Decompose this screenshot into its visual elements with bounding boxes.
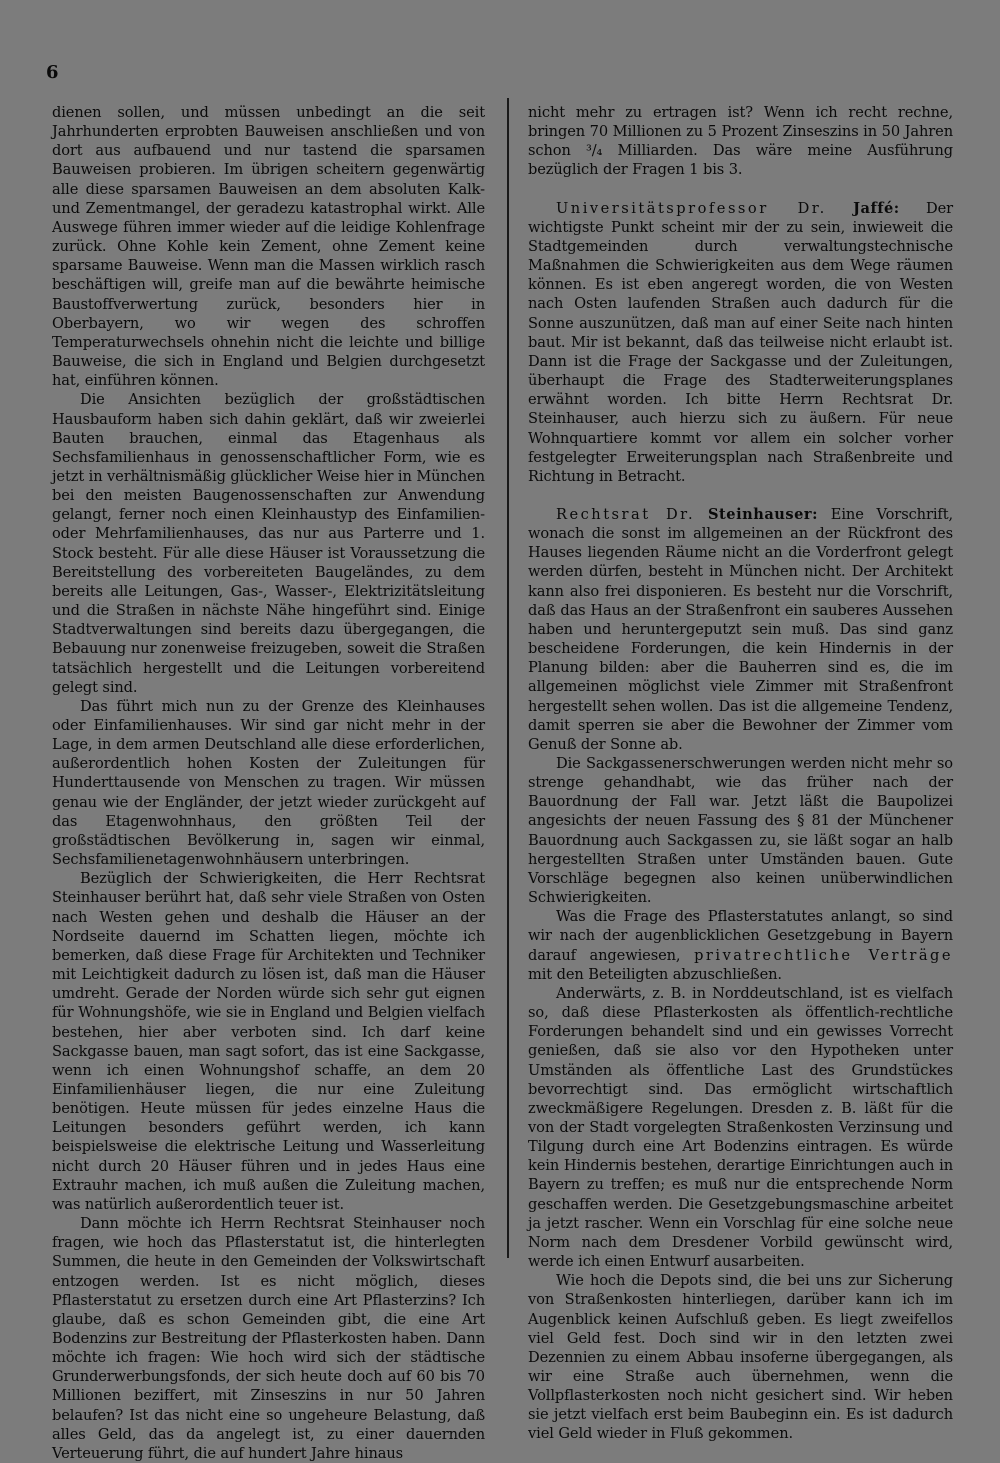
speech-steinhauser bbox=[528, 505, 953, 754]
speaker-title: Rechtsrat Dr. bbox=[556, 505, 696, 523]
left-column bbox=[52, 103, 485, 1463]
column-divider bbox=[507, 98, 509, 1258]
paragraph-text: Was die Frage des Pflasterstatutes anlangt, so sind wir nach der augenblicklichen Gesetzgebung in Bayern darauf angewiesen, bbox=[528, 908, 953, 964]
speech-text: Eine Vorschrift, wonach die sonst im allgemeinen an der Rückfront des Hauses liegenden Räume nicht an die Vorderfront gelegt werden dürfen, besteht in München nicht. Der Architekt kann also frei disponieren. Es besteht nur die Vorschrift, daß das Haus an der Straßenfront ein sauberes Aussehen haben und heruntergeputzt sein muß. Das sind ganz bescheidene Forderungen, die kein Hindernis in der Planung bilden: aber die Bauherren sind es, die im allgemeinen möglichst viele Zimmer mit Straßenfront hergestellt sehen wollen. Das ist die allgemeine Tendenz, damit sperren sie aber die Bewohner der Zimmer vom Genuß der Sonne ab. bbox=[528, 505, 953, 753]
left-paragraph: dienen sollen, und müssen unbedingt an die seit Jahrhunderten erprobten Bauweisen anschließen und von dort aus aufbauend und nur tastend die sparsamen Bauweisen probieren. Im übrigen scheitern gegenwärtig alle diese sparsamen Bauweisen an dem absoluten Kalk- und Zementmangel, der geradezu katastrophal wirkt. Alle Auswege führen immer wieder auf die leidige Kohlenfrage zurück. Ohne Kohle kein Zement, ohne Zement keine sparsame Bauweise. Wenn man die Massen wirklich rasch beschäftigen will, greife man auf die bewährte heimische Baustoffverwertung zurück, besonders hier in Oberbayern, wo wir wegen des schroffen Temperaturwechsels ohnehin nicht die leichte und billige Bauweise, die sich in England und Belgien durchgesetzt hat, einführen können. bbox=[52, 104, 485, 390]
right-column bbox=[528, 103, 953, 1444]
right-paragraph-continuation: nicht mehr zu ertragen ist? Wenn ich recht rechne, bringen 70 Millionen zu 5 Prozent Zinseszins in 50 Jahren schon ³/₄ Milliarden. Das wäre meine Ausführung bezüglich der Fragen 1 bis 3. bbox=[528, 104, 953, 179]
right-paragraph: Wie hoch die Depots sind, die bei uns zur Sicherung von Straßenkosten hinterliegen, darüber kann ich im Augenblick keinen Aufschluß geben. Es liegt zweifellos viel Geld fest. Doch sind wir in den letzten zwei Dezennien zu einem Abbau insoferne übergegangen, als wir eine Straße auch übernehmen, wenn die Vollpflasterkosten noch nicht gesichert sind. Wir heben sie jetzt vielfach erst beim Baubeginn ein. Es ist dadurch viel Geld wieder in Fluß gekommen. bbox=[528, 1272, 953, 1443]
left-paragraph: Das führt mich nun zu der Grenze des Kleinhauses oder Einfamilienhauses. Wir sind gar nicht mehr in der Lage, in dem armen Deutschland alle diese erforderlichen, außerordentlich hohen Kosten der Zuleitungen für Hunderttausende von Menschen zu tragen. Wir müssen genau wie der Engländer, der jetzt wieder zurückgeht auf das Etagenwohnhaus, den größten Teil der großstädtischen Bevölkerung in, sagen wir einmal, Sechsfamilienetagenwohnhäusern unterbringen. bbox=[52, 697, 485, 869]
paragraph-text: mit den Beteiligten abzuschließen. bbox=[528, 965, 782, 983]
left-paragraph: Bezüglich der Schwierigkeiten, die Herr Rechtsrat Steinhauser berührt hat, daß sehr viele Straßen von Osten nach Westen gehen und deshalb die Häuser an der Nordseite dauernd im Schatten liegen, möchte ich bemerken, daß diese Frage für Architekten und Techniker mit Leichtigkeit dadurch zu lösen ist, daß man die Häuser umdreht. Gerade der Norden würde sich sehr gut eignen für Wohnungshöfe, wie sie in England und Belgien vielfach bestehen, hier aber verboten sind. Ich darf keine Sackgasse bauen, man sagt sofort, das ist eine Sackgasse, wenn ich einen Wohnungshof schaffe, an dem 20 Einfamilienhäuser liegen, die nur eine Zuleitung benötigen. Heute müssen für jedes einzelne Haus die Leitungen besonders geführt werden, ich kann beispielsweise die elektrische Leitung und Wasserleitung nicht durch 20 Häuser führen und in jedes Haus eine Extrauhr machen, ich muß außen die Zuleitung machen, was natürlich außerordentlich teuer ist. bbox=[52, 870, 485, 1213]
right-paragraph: Anderwärts, z. B. in Norddeutschland, ist es vielfach so, daß diese Pflasterkosten als öffentlich-rechtliche Forderungen behandelt sind und ein gewisses Vorrecht genießen, daß sie also vor den Hypotheken unter Umständen als öffentliche Last des Grundstückes bevorrechtigt sind. Das ermöglicht wirtschaftlich zweckmäßigere Regelungen. Dresden z. B. läßt für die von der Stadt vorgelegten Straßenkosten Verzinsung und Tilgung durch eine Art Bodenzins eintragen. Es würde kein Hindernis bestehen, derartige Einrichtungen auch in Bayern zu treffen; es muß nur die entsprechende Norm geschaffen werden. Die Gesetzgebungsmaschine arbeitet ja jetzt rascher. Wenn ein Vorschlag für eine solche neue Norm nach dem Dresdener Vorbild gewünscht wird, werde ich einen Entwurf ausarbeiten. bbox=[528, 984, 953, 1271]
speech-jaffe bbox=[528, 199, 953, 486]
speaker-title: Universitätsprofessor Dr. bbox=[556, 199, 827, 217]
page-number: 6 bbox=[46, 62, 59, 83]
right-paragraph bbox=[528, 907, 953, 984]
left-paragraph: Die Ansichten bezüglich der großstädtischen Hausbauform haben sich dahin geklärt, daß wir zweierlei Bauten brauchen, einmal das Etagenhaus als Sechsfamilienhaus in genossenschaftlicher Form, wie es jetzt in verhältnismäßig glücklicher Weise hier in München bei den meisten Baugenossenschaften zur Anwendung gelangt, ferner noch einen Kleinhaustyp des Einfamilien- oder Mehrfamilienhauses, das nur aus Parterre und 1. Stock besteht. Für alle diese Häuser ist Voraussetzung die Bereitstellung des vorbereiteten Baugeländes, zu dem bereits alle Leitungen, Gas-, Wasser-, Elektrizitätsleitung und die Straßen in nächste Nähe hingeführt sind. Einige Stadtverwaltungen sind bereits dazu übergegangen, die Bebauung nur zonenweise freizugeben, soweit die Straßen tatsächlich hergestellt und die Leitungen vorbereitend gelegt sind. bbox=[52, 391, 485, 696]
speech-text: Der wichtigste Punkt scheint mir der zu sein, inwieweit die Stadtgemeinden durch verwaltungstechnische Maßnahmen die Schwierigkeiten aus dem Wege räumen können. Es ist eben angeregt worden, die von Westen nach Osten laufenden Straßen auch dadurch für die Sonne auszunützen, daß man auf einer Seite nach hinten baut. Mir ist bekannt, daß das teilweise nicht erlaubt ist. Dann ist die Frage der Sackgasse und der Zuleitungen, überhaupt die Frage des Stadterweiterungsplanes erwähnt worden. Ich bitte Herrn Rechtsrat Dr. Steinhauser, auch hierzu sich zu äußern. Für neue Wohnquartiere kommt vor allem ein solcher vorher festgelegter Erweiterungsplan nach Straßenbreite und Richtung in Betracht. bbox=[528, 199, 953, 485]
emphasized-text: privatrechtliche Verträge bbox=[694, 946, 953, 964]
speaker-name: Steinhauser: bbox=[708, 505, 818, 523]
left-paragraph: Dann möchte ich Herrn Rechtsrat Steinhauser noch fragen, wie hoch das Pflasterstatut ist, die hinterlegten Summen, die heute in den Gemeinden der Volkswirtschaft entzogen werden. Ist es nicht möglich, dieses Pflasterstatut zu ersetzen durch eine Art Pflasterzins? Ich glaube, daß es schon Gemeinden gibt, die eine Art Bodenzins zur Bestreitung der Pflasterkosten haben. Dann möchte ich fragen: Wie hoch wird sich der städtische Grunderwerbungsfonds, der sich heute doch auf 60 bis 70 Millionen beziffert, mit Zinseszins in nur 50 Jahren belaufen? Ist das nicht eine so ungeheure Belastung, daß alles Geld, das da angelegt ist, zu einer dauernden Verteuerung führt, die auf hundert Jahre hinaus bbox=[52, 1215, 485, 1462]
right-paragraph: Die Sackgassenerschwerungen werden nicht mehr so strenge gehandhabt, wie das früher nach der Bauordnung der Fall war. Jetzt läßt die Baupolizei angesichts der neuen Fassung des § 81 der Münchener Bauordnung auch Sackgassen zu, sie läßt sogar an halb hergestellten Straßen unter Umständen bauen. Gute Vorschläge begegnen also keinen unüberwindlichen Schwierigkeiten. bbox=[528, 755, 953, 907]
speaker-name: Jaffé: bbox=[853, 199, 900, 217]
